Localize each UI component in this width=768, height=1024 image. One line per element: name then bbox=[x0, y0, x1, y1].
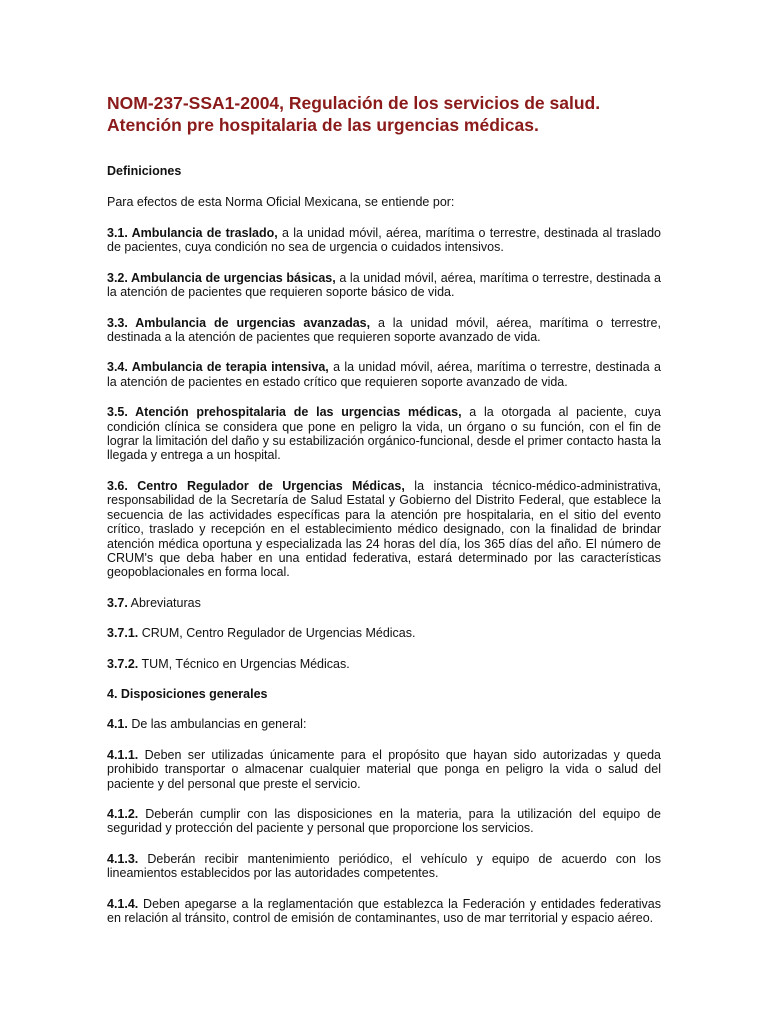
paragraph-text: Deben apegarse a la reglamentación que establezca la Federación y entidades federativas en relación al tránsito, control de emisión de contaminantes, uso de mar territorial y espacio aéreo. bbox=[107, 896, 661, 925]
paragraph-3-4 bbox=[107, 360, 661, 389]
paragraph-label: 3.2. Ambulancia de urgencias básicas, bbox=[107, 270, 336, 285]
paragraph-text: Deben ser utilizadas únicamente para el propósito que hayan sido autorizadas y queda prohibido transportar o almacenar cualquier material que ponga en peligro la vida o salud del paciente y del personal que preste el servicio. bbox=[107, 747, 661, 791]
paragraph-4-1 bbox=[107, 717, 661, 731]
paragraph-label: 4.1.3. bbox=[107, 851, 139, 866]
section-heading-definiciones: Definiciones bbox=[107, 164, 182, 178]
paragraph-3-5 bbox=[107, 405, 661, 463]
paragraph-3-3 bbox=[107, 316, 661, 345]
paragraph-3-7-1 bbox=[107, 626, 661, 640]
paragraph-text: Deberán cumplir con las disposiciones en la materia, para la utilización del equipo de seguridad y protección del paciente y personal que proporcione los servicios. bbox=[107, 806, 661, 836]
paragraph-label: 4.1.4. bbox=[107, 896, 139, 911]
paragraph-label: 3.5. Atención prehospitalaria de las urgencias médicas, bbox=[107, 405, 462, 420]
paragraph-label: 4. Disposiciones generales bbox=[107, 686, 268, 701]
paragraph-3-1 bbox=[107, 226, 661, 255]
document-title: NOM-237-SSA1-2004, Regulación de los servicios de salud. Atención pre hospitalaria de las urgencias médicas. bbox=[107, 93, 601, 135]
paragraph-4-1-4 bbox=[107, 897, 661, 926]
paragraph-label: 3.3. Ambulancia de urgencias avanzadas, bbox=[107, 315, 371, 330]
paragraph-label: 3.7.1. bbox=[107, 626, 139, 641]
paragraph-label: 3.6. Centro Regulador de Urgencias Médicas, bbox=[107, 478, 405, 493]
paragraph-label: 3.4. Ambulancia de terapia intensiva, bbox=[107, 360, 329, 375]
paragraph-text: Deberán recibir mantenimiento periódico, el vehículo y equipo de acuerdo con los lineamientos establecidos por las autoridades competentes. bbox=[107, 851, 661, 881]
paragraph-label: 4.1. bbox=[107, 717, 128, 732]
paragraph-label: 3.7.2. bbox=[107, 656, 139, 671]
paragraph-text: a la unidad móvil, aérea, marítima o terrestre, destinada a la atención de pacientes que requieren soporte básico de vida. bbox=[107, 270, 661, 300]
paragraph-4-1-3 bbox=[107, 852, 661, 881]
paragraph-text: TUM, Técnico en Urgencias Médicas. bbox=[138, 656, 350, 671]
paragraph-3-6 bbox=[107, 479, 661, 580]
paragraph-text: a la unidad móvil, aérea, marítima o terrestre, destinada a la atención de pacientes que requieren soporte avanzado de vida. bbox=[107, 315, 661, 345]
intro-paragraph: Para efectos de esta Norma Oficial Mexicana, se entiende por: bbox=[107, 195, 455, 209]
paragraph-label: 3.1. Ambulancia de traslado, bbox=[107, 226, 278, 240]
paragraph-text: CRUM, Centro Regulador de Urgencias Médicas. bbox=[138, 626, 416, 641]
paragraph-label: 4.1.1. bbox=[107, 747, 139, 762]
paragraph-3-7-2 bbox=[107, 657, 661, 671]
paragraph-text: Abreviaturas bbox=[127, 595, 201, 610]
paragraph-label: 3.7. bbox=[107, 595, 128, 610]
paragraph-text: a la unidad móvil, aérea, marítima o terrestre, destinada a la atención de pacientes en estado crítico que requieren soporte avanzado de vida. bbox=[107, 360, 661, 389]
paragraph-text: la instancia técnico-médico-administrativa, responsabilidad de la Secretaría de Salud Estatal y Gobierno del Distrito Federal, que establece la secuencia de las actividades específicas para la atención pre hospitalaria, en el sitio del evento crítico, traslado y recepción en el establecimiento médico designado, con la finalidad de brindar atención médica oportuna y especializada las 24 horas del día, los 365 días del año. El número de CRUM's que deba haber en una entidad federativa, estará determinado por las características geopoblacionales en forma local. bbox=[107, 478, 662, 580]
paragraph-text: a la unidad móvil, aérea, marítima o terrestre, destinada al traslado de pacientes, cuya condición no sea de urgencia o cuidados intensivos. bbox=[107, 226, 661, 255]
paragraph-4-1-2 bbox=[107, 807, 661, 836]
paragraph-3-2 bbox=[107, 271, 661, 300]
paragraph-label: 4.1.2. bbox=[107, 806, 139, 821]
paragraph-3-7 bbox=[107, 596, 661, 610]
paragraph-text: De las ambulancias en general: bbox=[127, 717, 307, 732]
section-heading-disposiciones bbox=[107, 687, 661, 701]
paragraph-text: a la otorgada al paciente, cuya condición clínica se considera que pone en peligro la vida, un órgano o su función, con el fin de lograr la limitación del daño y su estabilización orgánico-funcional, desde el primer contacto hasta la llegada y entrega a un hospital. bbox=[107, 405, 661, 463]
paragraph-4-1-1 bbox=[107, 748, 661, 791]
